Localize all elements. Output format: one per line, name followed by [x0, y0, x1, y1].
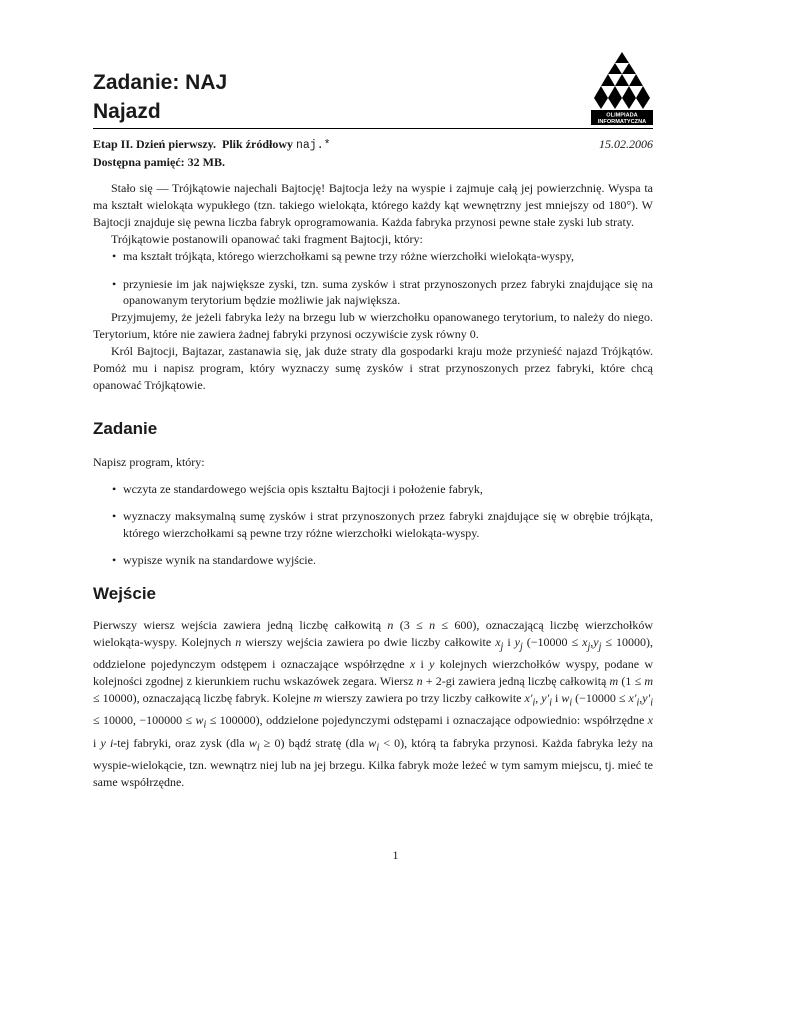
page-number: 1 — [392, 848, 399, 862]
intro-bullet-2-text: przyniesie im jak największe zyski, tzn. suma zysków i strat przynoszonych przez fabryki znajdujące się na opanowanym terytorium będzie możliwie jak największa. — [123, 276, 653, 308]
input-heading: Wejście — [93, 584, 157, 603]
logo-text-2: INFORMATYCZNA — [597, 119, 647, 125]
input-section — [93, 617, 653, 791]
task-subtitle: Najazd — [93, 100, 161, 123]
task-meta — [93, 136, 653, 171]
input-paragraph: Pierwszy wiersz wejścia zawiera jedną liczbę całkowitą n (3 ≤ n ≤ 600), oznaczającą liczbę wierzchołków wielokąta-wyspy. Kolejnych n wierszy wejścia zawiera po dwie liczby całkowite $x_j$ i $y_j$ $(-10000 \le x_j,y_j \le 10000)$, oddzielone pojedynczym odstępem i oznaczające współrzędne x i y kolejnych wierzchołków wyspy, podane w kolejności zgodnej z kierunkiem ruchu wskazówek zegara. Wiersz n + 2-gi zawiera jedną liczbę całkowitą m (1 ≤ m ≤ 10000), oznaczającą liczbę fabryk. Kolejne m wierszy zawiera po trzy liczby całkowite $x'_i$, $y'_i$ i $w_i$ ($-10000 \le x'_i,y'_i \le 10000$, $-100000 \le w_i \le 100000$), oddzielone pojedynczymi odstępami i oznaczające odpowiednio: współrzędne x i y i-tej fabryki, oraz zysk (dla $w_i \ge 0$) bądź stratę (dla $w_i < 0$), którą ta fabryka przynosi. Każda fabryka leży na wyspie-wielokącie, tzn. wewnątrz niej lub na jej brzegu. Kilka fabryk może leżeć w tym samym miejscu, tj. mieć te same współrzędne. — [93, 618, 654, 789]
intro-paragraph-4: Król Bajtocji, Bajtazar, zastanawia się, jak duże straty dla gospodarki kraju może przynieść najazd Trójkątów. Pomóż mu i napisz program, który wyznaczy sumę zysków i strat przynoszonych przez fabryki, które chcą opanować Trójkątowie. — [93, 344, 653, 392]
olympiad-logo-icon — [591, 49, 653, 125]
intro-paragraph-3: Przyjmujemy, że jeżeli fabryka leży na brzegu lub w wierzchołku opanowanego terytorium, to należy do niego. Terytorium, które nie zawiera żadnej fabryki przynosi oczywiście zysk równy 0. — [93, 310, 653, 342]
task-heading: Zadanie — [93, 419, 158, 438]
meta-date: 15.02.2006 — [599, 137, 653, 151]
task-bullet-2-text: wyznaczy maksymalną sumę zysków i strat przynoszonych przez fabryki znajdujące się w obrębie trójkąta, którego wierzchołkami są pewne trzy różne wierzchołki wielokąta-wyspy. — [123, 508, 653, 540]
task-bullet-2: • wyznaczy maksymalną sumę zysków i strat przynoszonych przez fabryki znajdujące się w obrębie trójkąta, którego wierzchołkami są pewne trzy różne wierzchołki wielokąta-wyspy. — [112, 508, 653, 540]
task-title: Zadanie: NAJ — [93, 71, 228, 94]
task-bullet-3: • wypisze wynik na standardowe wyjście. — [93, 552, 653, 569]
task-bullet-3-text: wypisze wynik na standardowe wyjście. — [123, 552, 316, 567]
meta-line-1 — [93, 136, 653, 154]
task-lead: Napisz program, który: — [93, 455, 205, 469]
task-bullet-1-text: wczyta ze standardowego wejścia opis kształtu Bajtocji i położenie fabryk, — [123, 481, 483, 496]
task-bullet-1: • wczyta ze standardowego wejścia opis kształtu Bajtocji i położenie fabryk, — [93, 481, 653, 498]
meta-memory: Dostępna pamięć: 32 MB. — [93, 155, 225, 169]
task-section — [93, 454, 653, 569]
intro-bullet-2: • przyniesie im jak największe zyski, tzn. suma zysków i strat przynoszonych przez fabryki znajdujące się na opanowanym terytorium będzie możliwie jak największa. — [112, 276, 653, 308]
intro-paragraph-1: Stało się — Trójkątowie najechali Bajtocję! Bajtocja leży na wyspie i zajmuje całą jej powierzchnię. Wyspa ta ma kształt wielokąta wypukłego (tzn. takiego wielokąta, którego każdy kąt wewnętrzny jest mniejszy od 180°). W Bajtocji znajduje się pewna liczba fabryk oprogramowania. Każda fabryka przynosi pewne stałe zyski lub straty. — [93, 181, 653, 229]
intro-bullet-1-text: ma kształt trójkąta, którego wierzchołkami są pewne trzy różne wierzchołki wielokąta-wyspy, — [123, 248, 575, 263]
meta-stage: Etap II. Dzień pierwszy. — [93, 137, 216, 151]
intro-paragraph-2: Trójkątowie postanowili opanować taki fragment Bajtocji, który: — [111, 231, 423, 246]
meta-file-label: Plik źródłowy — [222, 137, 293, 151]
meta-file-name: naj.* — [296, 139, 331, 152]
header-rule — [93, 128, 653, 129]
intro-section — [93, 180, 653, 394]
intro-bullet-1: • ma kształt trójkąta, którego wierzchołkami są pewne trzy różne wierzchołki wielokąta-wyspy, — [93, 248, 653, 265]
logo-text-1: OLIMPIADA — [606, 112, 638, 119]
